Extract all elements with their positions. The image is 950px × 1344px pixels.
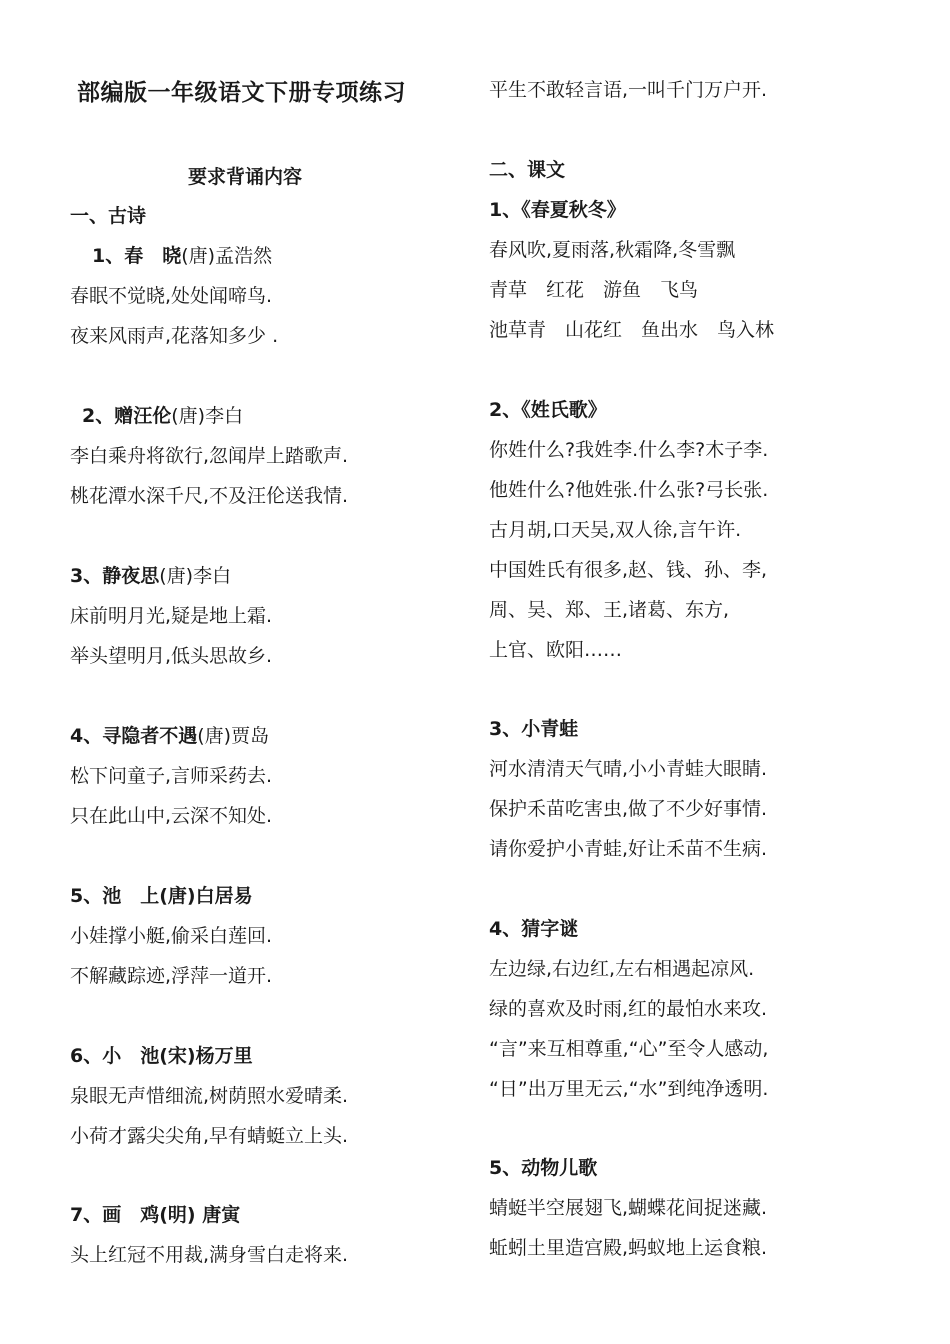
poem-number: 2、 <box>82 405 115 427</box>
poem-title <box>70 1043 253 1069</box>
poem-author: 白居易 <box>195 885 253 907</box>
document-subtitle: 要求背诵内容 <box>188 166 303 188</box>
poem-author: 孟浩然 <box>215 245 273 267</box>
poem-title <box>70 723 269 749</box>
text-line: 保护禾苗吃害虫,做了不少好事情. <box>489 798 768 820</box>
poem-line: 夜来风雨声,花落知多少 . <box>70 325 279 347</box>
poem-author: 杨万里 <box>195 1045 253 1067</box>
poem-number: 1、 <box>92 245 125 267</box>
poem-title <box>70 1202 240 1228</box>
text-line: 古月胡,口天吴,双人徐,言午许. <box>489 519 742 541</box>
poem-line: 松下问童子,言师采药去. <box>70 765 273 787</box>
poem-line: 春眠不觉晓,处处闻啼鸟. <box>70 285 273 307</box>
poem-title <box>70 563 231 589</box>
poem-line: 泉眼无声惜细流,树荫照水爱晴柔. <box>70 1085 349 1107</box>
poem-number: 6、 <box>70 1045 103 1067</box>
poem-name: 小 池 <box>102 1045 160 1067</box>
poem-number: 5、 <box>70 885 103 907</box>
text-line: 周、吴、郑、王,诸葛、东方, <box>489 599 730 621</box>
poem-title <box>70 883 253 909</box>
text-line: 中国姓氏有很多,赵、钱、孙、李, <box>489 559 768 581</box>
poem-name: 静夜思 <box>102 565 160 587</box>
poem-era: (唐) <box>159 565 194 587</box>
text-line: 蜻蜓半空展翅飞,蝴蝶花间捉迷藏. <box>489 1197 768 1219</box>
text-line: 请你爱护小青蛙,好让禾苗不生病. <box>489 838 768 860</box>
poem-line: 小荷才露尖尖角,早有蜻蜓立上头. <box>70 1125 349 1147</box>
poem-era: (唐) <box>181 245 216 267</box>
poem-number: 3、 <box>70 565 103 587</box>
text-line: 你姓什么?我姓李.什么李?木子李. <box>489 439 769 461</box>
poem-name: 寻隐者不遇 <box>102 725 198 747</box>
poem-title <box>92 243 272 269</box>
text-title: 3、小青蛙 <box>489 718 579 740</box>
poem-line: 不解藏踪迹,浮萍一道开. <box>70 965 273 987</box>
poem-era: (唐) <box>171 405 206 427</box>
poem-name: 池 上 <box>102 885 160 907</box>
text-line: 绿的喜欢及时雨,红的最怕水来攻. <box>489 998 768 1020</box>
poem-line: 头上红冠不用裁,满身雪白走将来. <box>70 1244 349 1266</box>
poem-name: 春 晓 <box>124 245 182 267</box>
text-title: 5、动物儿歌 <box>489 1157 598 1179</box>
text-title: 1、《春夏秋冬》 <box>489 199 626 221</box>
text-line: 青草 红花 游鱼 飞鸟 <box>489 279 699 301</box>
poem-author: 贾岛 <box>231 725 270 747</box>
poem-line: 李白乘舟将欲行,忽闻岸上踏歌声. <box>70 445 349 467</box>
poem-line: 床前明月光,疑是地上霜. <box>70 605 273 627</box>
poem-number: 7、 <box>70 1204 103 1226</box>
text-line: 池草青 山花红 鱼出水 鸟入林 <box>489 319 775 341</box>
poem-name: 画 鸡 <box>102 1204 160 1226</box>
poem-author: 李白 <box>193 565 232 587</box>
poem-line: 平生不敢轻言语,一叫千门万户开. <box>489 79 768 101</box>
poem-line: 小娃撑小艇,偷采白莲回. <box>70 925 273 947</box>
poem-title <box>82 403 243 429</box>
poem-era: (唐) <box>159 885 196 907</box>
poem-era: (唐) <box>197 725 232 747</box>
text-title: 4、猜字谜 <box>489 918 579 940</box>
poem-line: 举头望明月,低头思故乡. <box>70 645 273 667</box>
poem-line: 桃花潭水深千尺,不及汪伦送我情. <box>70 485 349 507</box>
poem-number: 4、 <box>70 725 103 747</box>
text-line: 河水清清天气晴,小小青蛙大眼睛. <box>489 758 768 780</box>
text-line: 他姓什么?他姓张.什么张?弓长张. <box>489 479 769 501</box>
section-heading-texts: 二、课文 <box>489 159 566 181</box>
text-title: 2、《姓氏歌》 <box>489 399 607 421</box>
poem-author: 唐寅 <box>195 1204 241 1226</box>
text-line: “日”出万里无云,“水”到纯净透明. <box>489 1078 769 1100</box>
document-title: 部编版一年级语文下册专项练习 <box>77 80 406 106</box>
text-line: 上官、欧阳…… <box>489 639 623 661</box>
text-line: 春风吹,夏雨落,秋霜降,冬雪飘 <box>489 239 736 261</box>
poem-name: 赠汪伦 <box>114 405 172 427</box>
poem-era: (宋) <box>159 1045 196 1067</box>
text-line: 蚯蚓土里造宫殿,蚂蚁地上运食粮. <box>489 1237 768 1259</box>
poem-era: (明) <box>159 1204 196 1226</box>
text-line: “言”来互相尊重,“心”至令人感动, <box>489 1038 769 1060</box>
text-line: 左边绿,右边红,左右相遇起凉风. <box>489 958 755 980</box>
poem-line: 只在此山中,云深不知处. <box>70 805 273 827</box>
section-heading-poems: 一、古诗 <box>70 205 147 227</box>
poem-author: 李白 <box>205 405 244 427</box>
